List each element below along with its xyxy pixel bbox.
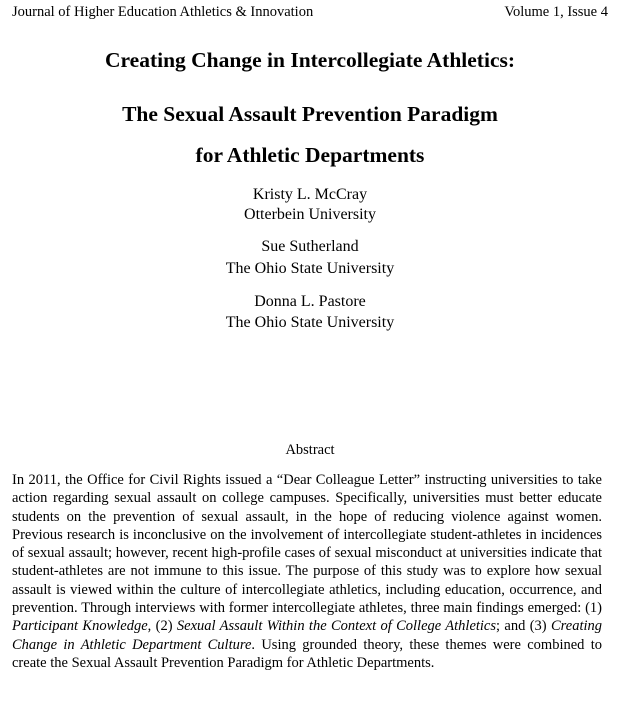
abstract-text: , (2) <box>147 618 177 635</box>
title-line-3: for Athletic Departments <box>195 143 425 167</box>
abstract-heading: Abstract <box>285 442 335 458</box>
author-name: Sue Sutherland <box>261 238 359 255</box>
author-name: Kristy L. McCray <box>252 186 368 203</box>
abstract-text: ; and (3) <box>496 618 551 635</box>
author-affiliation: Otterbein University <box>244 206 376 223</box>
abstract-body <box>12 471 602 672</box>
finding-sexual-assault-context: Sexual Assault Within the Context of College Athletics <box>176 618 497 635</box>
volume-issue: Volume 1, Issue 4 <box>504 4 608 20</box>
author-affiliation: The Ohio State University <box>225 314 395 331</box>
running-header <box>12 3 608 21</box>
journal-name: Journal of Higher Education Athletics & Innovation <box>12 4 314 20</box>
author-affiliation: The Ohio State University <box>225 260 395 277</box>
abstract-text: In 2011, the Office for Civil Rights issued a “Dear Colleague Letter” instructing universities to take action regarding sexual assault on college campuses. Specifically, universities must better educate students on the prevention of sexual assault, in the hope of reducing violence against women. Previous research is inconclusive on the involvement of intercollegiate student-athletes in incidences of sexual assault; however, recent high-profile cases of sexual misconduct at universities indicate that student-athletes are not immune to this issue. The purpose of this study was to explore how sexual assault is viewed within the culture of intercollegiate athletics, including education, occurrence, and prevention. Through interviews with former intercollegiate athletes, three main findings emerged: (1) <box>12 472 602 617</box>
finding-participant-knowledge: Participant Knowledge <box>12 618 148 635</box>
abstract-text: . Using grounded theory, these themes were combined to create the Sexual Assault Prevention Paradigm for Athletic Departments. <box>12 636 602 671</box>
title-line-1: Creating Change in Intercollegiate Athletics: <box>104 48 516 72</box>
author-name: Donna L. Pastore <box>254 293 366 310</box>
title-line-2: The Sexual Assault Prevention Paradigm <box>122 102 498 126</box>
finding-creating-change: Creating Change in Athletic Department Culture <box>12 618 603 653</box>
